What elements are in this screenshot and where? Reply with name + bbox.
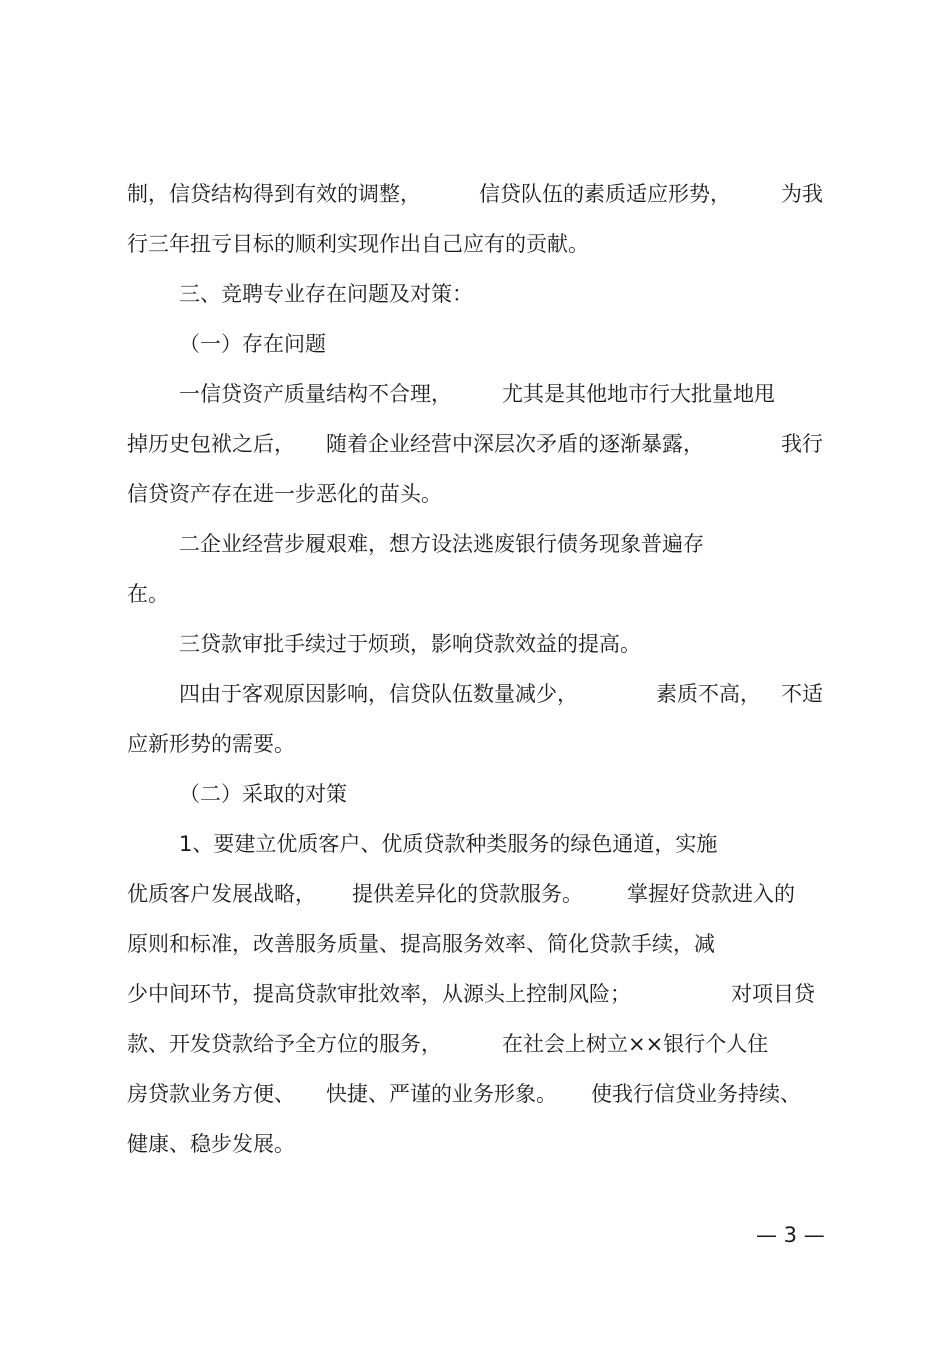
page-number: — 3 — bbox=[756, 1223, 825, 1247]
text-line: 一信贷资产质量结构不合理， bbox=[179, 382, 452, 406]
text-line: 快捷、严谨的业务形象。 bbox=[326, 1082, 557, 1106]
text-line: 随着企业经营中深层次矛盾的逐渐暴露， bbox=[326, 432, 704, 456]
text-line: 二企业经营步履艰难，想方设法逃废银行债务现象普遍存 bbox=[179, 532, 704, 556]
text-line: 素质不高， bbox=[656, 682, 761, 706]
text-line: 优质客户发展战略， bbox=[127, 882, 316, 906]
text-line: 掌握好贷款进入的 bbox=[627, 882, 795, 906]
text-line: 原则和标准，改善服务质量、提高服务效率、简化贷款手续，减 bbox=[127, 932, 715, 956]
text-line: 在。 bbox=[127, 582, 169, 606]
text-line: 1、要建立优质客户、优质贷款种类服务的绿色通道，实施 bbox=[179, 832, 718, 856]
text-line: 使我行信贷业务持续、 bbox=[591, 1082, 801, 1106]
text-line: 提供差异化的贷款服务。 bbox=[352, 882, 583, 906]
text-line: 信贷队伍的素质适应形势， bbox=[479, 182, 731, 206]
text-line: 三贷款审批手续过于烦琐，影响贷款效益的提高。 bbox=[179, 632, 641, 656]
text-line: 在社会上树立××银行个人住 bbox=[502, 1032, 769, 1056]
text-line: 我行 bbox=[781, 432, 823, 456]
text-line: 房贷款业务方便、 bbox=[127, 1082, 295, 1106]
text-line: 制，信贷结构得到有效的调整， bbox=[127, 182, 421, 206]
text-line: 款、开发贷款给予全方位的服务， bbox=[127, 1032, 442, 1056]
text-line: 信贷资产存在进一步恶化的苗头。 bbox=[127, 482, 442, 506]
text-line: 对项目贷 bbox=[731, 982, 815, 1006]
text-line: 掉历史包袱之后， bbox=[127, 432, 295, 456]
text-line: 健康、稳步发展。 bbox=[127, 1132, 295, 1156]
text-line: 应新形势的需要。 bbox=[127, 732, 295, 756]
text-line: 不适 bbox=[781, 682, 823, 706]
text-line: 尤其是其他地市行大批量地甩 bbox=[502, 382, 775, 406]
text-line: 少中间环节，提高贷款审批效率，从源头上控制风险； bbox=[127, 982, 631, 1006]
text-line: 行三年扭亏目标的顺利实现作出自己应有的贡献。 bbox=[127, 232, 589, 256]
subsection-heading: （一）存在问题 bbox=[179, 332, 326, 356]
text-line: 为我 bbox=[781, 182, 823, 206]
section-heading: 三、竞聘专业存在问题及对策： bbox=[179, 282, 473, 306]
text-line: 四由于客观原因影响，信贷队伍数量减少， bbox=[179, 682, 578, 706]
subsection-heading: （二）采取的对策 bbox=[179, 782, 347, 806]
